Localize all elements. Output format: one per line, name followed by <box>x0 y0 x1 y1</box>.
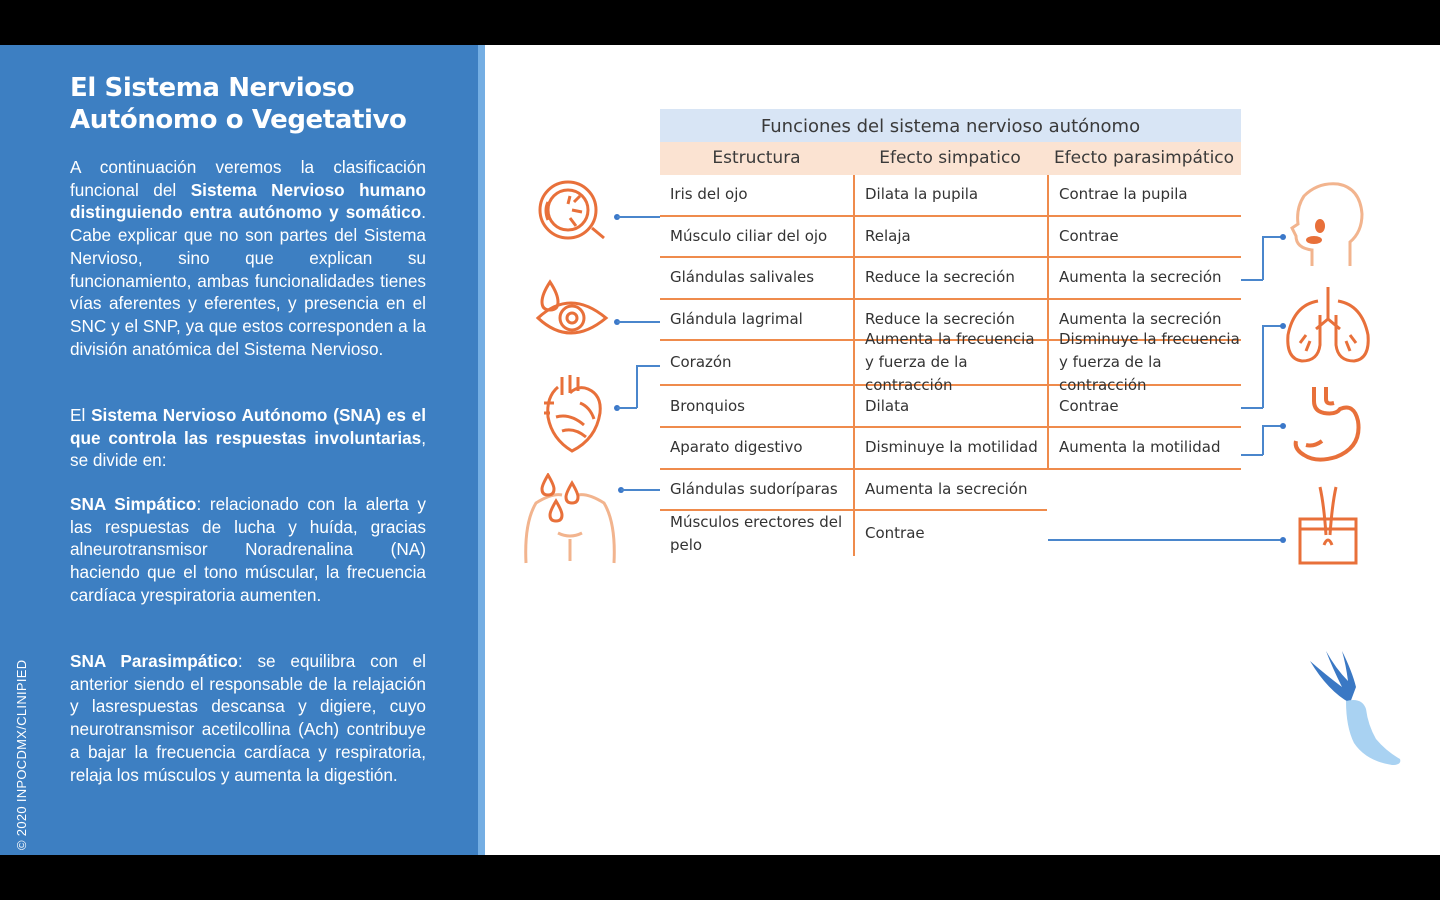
table-cell: Iris del ojo <box>660 175 853 217</box>
page-title <box>70 72 430 136</box>
eye-icon <box>534 180 610 242</box>
table-row <box>660 470 1241 512</box>
connector-line <box>1241 454 1263 456</box>
title-line-1: El Sistema Nervioso <box>70 73 355 103</box>
paragraph-parasimpatico <box>70 650 426 786</box>
connector-line <box>636 365 660 367</box>
connector-line <box>1241 279 1263 281</box>
table-cell: Dilata <box>853 386 1047 428</box>
table-cell: Aumenta la frecuencia y fuerza de la contracción <box>853 341 1047 386</box>
table-row <box>660 217 1241 259</box>
table-cell: Glándulas salivales <box>660 258 853 300</box>
p2-run: , se divide en: <box>70 427 426 471</box>
connector-line <box>636 365 638 408</box>
winged-foot-logo-icon <box>1306 647 1404 767</box>
connector-line <box>617 216 660 218</box>
table-cell: Bronquios <box>660 386 853 428</box>
table-cell: Glándula lagrimal <box>660 300 853 342</box>
table-cell: Aparato digestivo <box>660 428 853 470</box>
table-row <box>660 258 1241 300</box>
connector-line <box>1262 236 1264 280</box>
header-estructura: Estructura <box>660 142 853 175</box>
lungs-icon <box>1284 285 1372 365</box>
paragraph-intro <box>70 156 426 360</box>
hair-follicle-icon <box>1296 485 1360 567</box>
connector-dot <box>1280 423 1286 429</box>
connector-line <box>617 321 660 323</box>
header-simpatico: Efecto simpatico <box>853 142 1047 175</box>
connector-line <box>1262 325 1264 408</box>
paragraph-sna <box>70 404 426 472</box>
table-cell: Músculo ciliar del ojo <box>660 217 853 259</box>
connector-line <box>1262 425 1264 455</box>
table-cell: Disminuye la frecuencia y fuerza de la contracción <box>1047 341 1241 386</box>
connector-line <box>1241 407 1263 409</box>
table-cell: Aumenta la secreción <box>1047 258 1241 300</box>
table-cell: Músculos erectores del pelo <box>670 512 843 554</box>
table-cell: Aumenta la secreción <box>853 470 1047 512</box>
table-row <box>660 175 1241 217</box>
connector-dot <box>1280 234 1286 240</box>
connector-dot <box>1280 537 1286 543</box>
table-cell: Corazón <box>660 341 853 386</box>
p2-run: Sistema Nervioso Autónomo (SNA) es el que controla las respuestas involuntarias <box>70 405 427 448</box>
p3-run: : relacionado con la alerta y las respuestas de lucha y huída, gracias alneurotransmisor Noradrenalina (NA) haciendo que el tono múscular, la frecuencia cardíaca yrespiratoria aumenten. <box>70 494 426 605</box>
table-cell: Aumenta la motilidad <box>1047 428 1241 470</box>
p2-run: El <box>70 405 92 425</box>
connector-line <box>1262 425 1282 427</box>
header-parasimpatico: Efecto parasimpático <box>1047 142 1241 175</box>
connector-line <box>621 489 660 491</box>
p1-run: Sistema Nervioso humano distinguiendo entra autónomo y somático <box>70 179 426 223</box>
table-cell: Disminuye la motilidad <box>853 428 1047 470</box>
table-cell: Dilata la pupila <box>853 175 1047 217</box>
connector-line <box>1262 325 1282 327</box>
table-cell <box>1047 511 1241 556</box>
panel-accent-strip <box>478 45 485 855</box>
paragraph-simpatico <box>70 493 426 607</box>
table-cell <box>1047 470 1241 512</box>
connector-line <box>617 407 637 409</box>
table-row <box>660 428 1241 470</box>
title-line-2: Autónomo o Vegetativo <box>70 105 407 135</box>
p4-run: SNA Parasimpático <box>70 651 238 671</box>
table-cell: Contrae <box>853 511 1047 556</box>
left-panel <box>0 45 478 855</box>
slide <box>0 45 1440 855</box>
connector-line <box>1262 236 1282 238</box>
table-cell: Glándulas sudoríparas <box>660 470 853 512</box>
table-cell: Aumenta la secreción <box>1047 300 1241 342</box>
p4-run: : se equilibra con el anterior siendo el responsable de la relajación y lasrespuestas descansa y digiere, cuyo neurotransmisor acetilcollina (Ach) contribuye a bajar la frecuencia cardíaca y respiratoria, relaja los músculos y aumenta la digestión. <box>70 651 426 785</box>
table-title: Funciones del sistema nervioso autónomo <box>660 109 1241 142</box>
heart-icon <box>540 373 606 455</box>
head-salivary-icon <box>1288 180 1366 268</box>
table-cell: Contrae <box>1047 217 1241 259</box>
p1-run: . Cabe explicar que no son partes del Sistema Nervioso, sino que explican su funcionamiento, ambas funcionalidades tienes vías aferentes y eferentes, y presencia en el SNC y el SNP, ya que estos corresponden a la división anatómica del Sistema Nervioso. <box>70 202 426 359</box>
table-body <box>660 175 1241 556</box>
stomach-icon <box>1292 385 1364 465</box>
p1-run: A continuación veremos la clasificación funcional del <box>70 157 426 200</box>
connector-line <box>1048 539 1282 541</box>
table-cell: Relaja <box>853 217 1047 259</box>
table-header <box>660 142 1241 175</box>
table-cell: Reduce la secreción <box>853 258 1047 300</box>
table-row <box>660 511 1241 556</box>
table-row <box>660 386 1241 428</box>
copyright: © 2020 INPOCDMX/CLINIPIED <box>14 659 29 850</box>
table-row <box>660 330 1241 395</box>
table-cell: Reduce la secreción <box>853 300 1047 342</box>
connector-dot <box>1280 323 1286 329</box>
sweat-body-icon <box>522 473 618 565</box>
functions-table <box>660 109 1241 556</box>
tear-eye-icon <box>534 278 610 346</box>
p3-run: SNA Simpático <box>70 494 197 514</box>
table-cell: Contrae la pupila <box>1047 175 1241 217</box>
table-cell: Contrae <box>1047 386 1241 428</box>
